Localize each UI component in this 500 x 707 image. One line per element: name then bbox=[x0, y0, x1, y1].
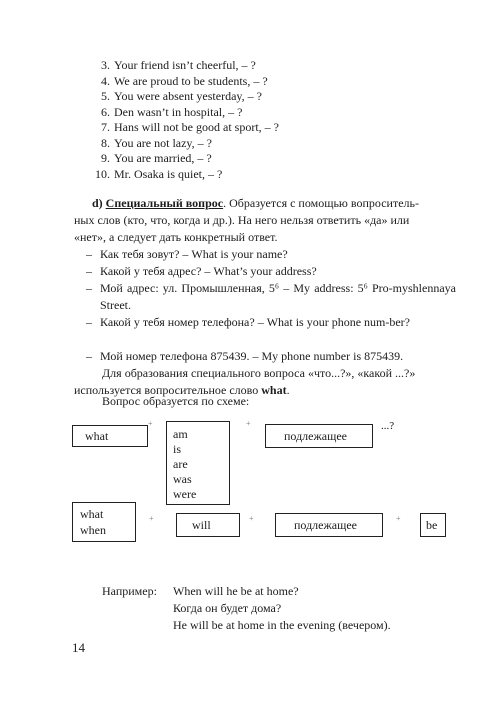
plus-sign: + bbox=[249, 514, 254, 523]
plus-sign: + bbox=[149, 514, 154, 523]
verb-box: am is are was were bbox=[166, 421, 230, 505]
scheme-caption: Вопрос образуется по схеме: bbox=[102, 394, 250, 408]
plus-sign: + bbox=[148, 419, 153, 428]
rule-keyword: what bbox=[261, 383, 287, 397]
list-item: 7. Hans will not be good at sport, – ? bbox=[101, 120, 279, 134]
be-box: be bbox=[420, 513, 446, 537]
dialog-line: – Мой адрес: ул. Промышленная, 5⁶ – My address: 5⁶ Pro-myshlennaya Street. bbox=[100, 280, 456, 314]
page-number: 14 bbox=[72, 640, 85, 655]
list-item: 9. You are married, – ? bbox=[101, 151, 212, 165]
what-when-box: what when bbox=[72, 502, 136, 542]
what-box: what bbox=[72, 425, 148, 447]
question-end: ...? bbox=[381, 420, 395, 432]
section-heading: Специальный вопрос bbox=[105, 196, 224, 210]
exercise-list bbox=[94, 58, 279, 182]
example-line: Когда он будет дома? bbox=[173, 601, 282, 615]
dialog-line: – Мой номер телефона 875439. – My phone number is 875439. bbox=[100, 348, 456, 365]
list-item: 5. You were absent yesterday, – ? bbox=[101, 89, 262, 103]
subject-box: подлежащее bbox=[265, 424, 373, 448]
will-box: will bbox=[176, 513, 240, 537]
list-item: 10. Mr. Osaka is quiet, – ? bbox=[95, 166, 223, 181]
plus-sign: + bbox=[246, 419, 251, 428]
example-line: He will be at home in the evening (вечером). bbox=[173, 618, 391, 632]
example-label: Например: bbox=[102, 584, 157, 598]
section-d-intro: d) Специальный вопрос. Образуется с помощью вопроситель- ных слов (кто, что, когда и др.). На него нельзя ответить «да» или «нет», а следует дать конкретный ответ. bbox=[74, 196, 419, 244]
list-item: 3. Your friend isn’t cheerful, – ? bbox=[101, 58, 256, 72]
dialog-line: – Как тебя зовут? – What is your name? bbox=[100, 246, 456, 263]
plus-sign: + bbox=[396, 514, 401, 523]
dialog-line: – Какой у тебя адрес? – What’s your address? bbox=[100, 263, 456, 280]
dialog-line: – Какой у тебя номер телефона? – What is your phone num-ber? bbox=[100, 314, 456, 331]
rule-paragraph: Для образования специального вопроса «что...?», «какой ...?» используется вопросительное слово what. bbox=[74, 366, 416, 397]
subject-box-2: подлежащее bbox=[275, 513, 383, 537]
example-line: When will he be at home? bbox=[173, 584, 299, 598]
section-label: d) bbox=[92, 196, 103, 210]
list-item: 8. You are not lazy, – ? bbox=[101, 135, 212, 150]
list-item: 4. We are proud to be students, – ? bbox=[101, 73, 268, 88]
list-item: 6. Den wasn’t in hospital, – ? bbox=[101, 104, 243, 119]
